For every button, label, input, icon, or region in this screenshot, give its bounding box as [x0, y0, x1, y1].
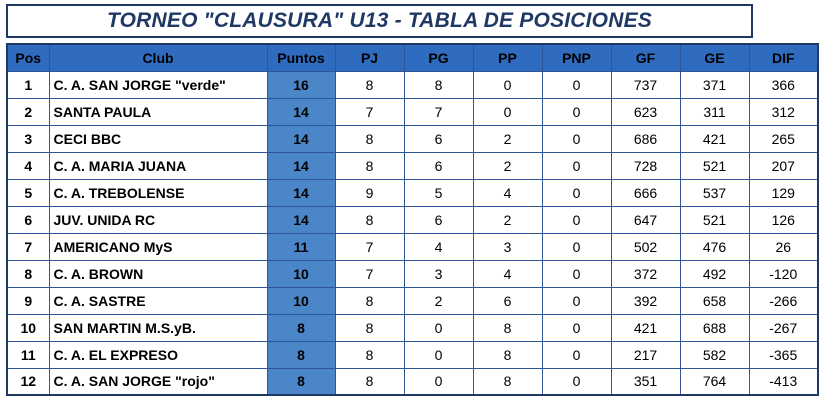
cell-club: C. A. TREBOLENSE: [49, 179, 267, 206]
cell-gf: 686: [611, 125, 680, 152]
table-row: [7, 152, 818, 179]
column-header-ge: GE: [680, 44, 749, 71]
cell-pj: 7: [335, 260, 404, 287]
cell-pos: 5: [7, 179, 49, 206]
cell-gf: 737: [611, 71, 680, 98]
cell-pnp: 0: [542, 179, 611, 206]
cell-pos: 3: [7, 125, 49, 152]
cell-pp: 8: [473, 314, 542, 341]
cell-pnp: 0: [542, 260, 611, 287]
cell-puntos: 8: [267, 368, 335, 395]
cell-pnp: 0: [542, 233, 611, 260]
cell-pnp: 0: [542, 125, 611, 152]
cell-pnp: 0: [542, 152, 611, 179]
cell-pj: 8: [335, 125, 404, 152]
cell-ge: 537: [680, 179, 749, 206]
cell-puntos: 14: [267, 98, 335, 125]
cell-pg: 0: [404, 314, 473, 341]
cell-pos: 1: [7, 71, 49, 98]
table-row: [7, 260, 818, 287]
cell-gf: 666: [611, 179, 680, 206]
table-row: [7, 71, 818, 98]
cell-club: SAN MARTIN M.S.yB.: [49, 314, 267, 341]
table-row: [7, 206, 818, 233]
cell-puntos: 11: [267, 233, 335, 260]
column-header-gf: GF: [611, 44, 680, 71]
cell-pp: 6: [473, 287, 542, 314]
table-header: [7, 44, 818, 71]
cell-pj: 7: [335, 233, 404, 260]
cell-dif: 26: [749, 233, 818, 260]
table-row: [7, 98, 818, 125]
cell-pp: 3: [473, 233, 542, 260]
cell-pj: 8: [335, 287, 404, 314]
cell-pp: 2: [473, 206, 542, 233]
cell-dif: -120: [749, 260, 818, 287]
cell-club: C. A. SAN JORGE "verde": [49, 71, 267, 98]
column-header-pj: PJ: [335, 44, 404, 71]
cell-pj: 8: [335, 314, 404, 341]
cell-puntos: 14: [267, 179, 335, 206]
cell-pos: 10: [7, 314, 49, 341]
cell-club: C. A. BROWN: [49, 260, 267, 287]
cell-club: SANTA PAULA: [49, 98, 267, 125]
cell-dif: 265: [749, 125, 818, 152]
table-row: [7, 125, 818, 152]
cell-puntos: 14: [267, 125, 335, 152]
cell-pg: 6: [404, 152, 473, 179]
cell-ge: 311: [680, 98, 749, 125]
cell-pnp: 0: [542, 368, 611, 395]
cell-pos: 2: [7, 98, 49, 125]
cell-gf: 392: [611, 287, 680, 314]
cell-pg: 5: [404, 179, 473, 206]
cell-pos: 6: [7, 206, 49, 233]
cell-puntos: 8: [267, 314, 335, 341]
column-header-club: Club: [49, 44, 267, 71]
table-body: [7, 71, 818, 395]
cell-pg: 6: [404, 125, 473, 152]
cell-pp: 4: [473, 260, 542, 287]
cell-pnp: 0: [542, 341, 611, 368]
cell-club: C. A. SASTRE: [49, 287, 267, 314]
cell-pp: 8: [473, 341, 542, 368]
cell-ge: 658: [680, 287, 749, 314]
cell-gf: 217: [611, 341, 680, 368]
column-header-pp: PP: [473, 44, 542, 71]
cell-dif: 126: [749, 206, 818, 233]
cell-pp: 0: [473, 98, 542, 125]
cell-dif: -267: [749, 314, 818, 341]
cell-ge: 688: [680, 314, 749, 341]
cell-pg: 3: [404, 260, 473, 287]
cell-puntos: 8: [267, 341, 335, 368]
cell-puntos: 14: [267, 206, 335, 233]
table-row: [7, 233, 818, 260]
cell-pj: 8: [335, 341, 404, 368]
cell-pj: 9: [335, 179, 404, 206]
column-header-pg: PG: [404, 44, 473, 71]
cell-pp: 8: [473, 368, 542, 395]
cell-ge: 371: [680, 71, 749, 98]
cell-pg: 7: [404, 98, 473, 125]
standings-table: [6, 43, 819, 396]
cell-pnp: 0: [542, 71, 611, 98]
cell-pj: 7: [335, 98, 404, 125]
cell-pnp: 0: [542, 206, 611, 233]
cell-pos: 8: [7, 260, 49, 287]
cell-pos: 9: [7, 287, 49, 314]
cell-dif: -365: [749, 341, 818, 368]
cell-club: AMERICANO MyS: [49, 233, 267, 260]
cell-club: JUV. UNIDA RC: [49, 206, 267, 233]
cell-pj: 8: [335, 71, 404, 98]
cell-pg: 2: [404, 287, 473, 314]
table-row: [7, 341, 818, 368]
cell-gf: 351: [611, 368, 680, 395]
cell-pp: 4: [473, 179, 542, 206]
cell-dif: -413: [749, 368, 818, 395]
table-row: [7, 368, 818, 395]
cell-pj: 8: [335, 206, 404, 233]
cell-puntos: 10: [267, 260, 335, 287]
cell-ge: 764: [680, 368, 749, 395]
cell-puntos: 10: [267, 287, 335, 314]
column-header-pos: Pos: [7, 44, 49, 71]
cell-ge: 521: [680, 206, 749, 233]
column-header-dif: DIF: [749, 44, 818, 71]
cell-pnp: 0: [542, 287, 611, 314]
cell-ge: 521: [680, 152, 749, 179]
cell-ge: 492: [680, 260, 749, 287]
column-header-puntos: Puntos: [267, 44, 335, 71]
cell-dif: 366: [749, 71, 818, 98]
cell-gf: 372: [611, 260, 680, 287]
cell-gf: 728: [611, 152, 680, 179]
cell-club: C. A. EL EXPRESO: [49, 341, 267, 368]
cell-dif: 207: [749, 152, 818, 179]
cell-pos: 12: [7, 368, 49, 395]
table-row: [7, 179, 818, 206]
title-bar: [6, 4, 753, 38]
cell-gf: 421: [611, 314, 680, 341]
cell-gf: 647: [611, 206, 680, 233]
cell-dif: 129: [749, 179, 818, 206]
cell-pg: 0: [404, 368, 473, 395]
cell-puntos: 14: [267, 152, 335, 179]
cell-pg: 4: [404, 233, 473, 260]
cell-pj: 8: [335, 368, 404, 395]
page-title: TORNEO "CLAUSURA" U13 - TABLA DE POSICIONES: [106, 9, 652, 32]
cell-gf: 623: [611, 98, 680, 125]
cell-pnp: 0: [542, 98, 611, 125]
table-row: [7, 287, 818, 314]
header-row: [7, 44, 818, 71]
cell-pos: 7: [7, 233, 49, 260]
cell-pos: 11: [7, 341, 49, 368]
cell-gf: 502: [611, 233, 680, 260]
cell-club: C. A. SAN JORGE "rojo": [49, 368, 267, 395]
cell-pp: 2: [473, 125, 542, 152]
cell-pnp: 0: [542, 314, 611, 341]
cell-pg: 0: [404, 341, 473, 368]
cell-ge: 421: [680, 125, 749, 152]
cell-pg: 8: [404, 71, 473, 98]
table-row: [7, 314, 818, 341]
cell-pos: 4: [7, 152, 49, 179]
cell-club: C. A. MARIA JUANA: [49, 152, 267, 179]
cell-ge: 582: [680, 341, 749, 368]
cell-puntos: 16: [267, 71, 335, 98]
cell-pp: 2: [473, 152, 542, 179]
cell-ge: 476: [680, 233, 749, 260]
cell-dif: 312: [749, 98, 818, 125]
cell-pp: 0: [473, 71, 542, 98]
cell-pg: 6: [404, 206, 473, 233]
cell-pj: 8: [335, 152, 404, 179]
column-header-pnp: PNP: [542, 44, 611, 71]
cell-club: CECI BBC: [49, 125, 267, 152]
cell-dif: -266: [749, 287, 818, 314]
